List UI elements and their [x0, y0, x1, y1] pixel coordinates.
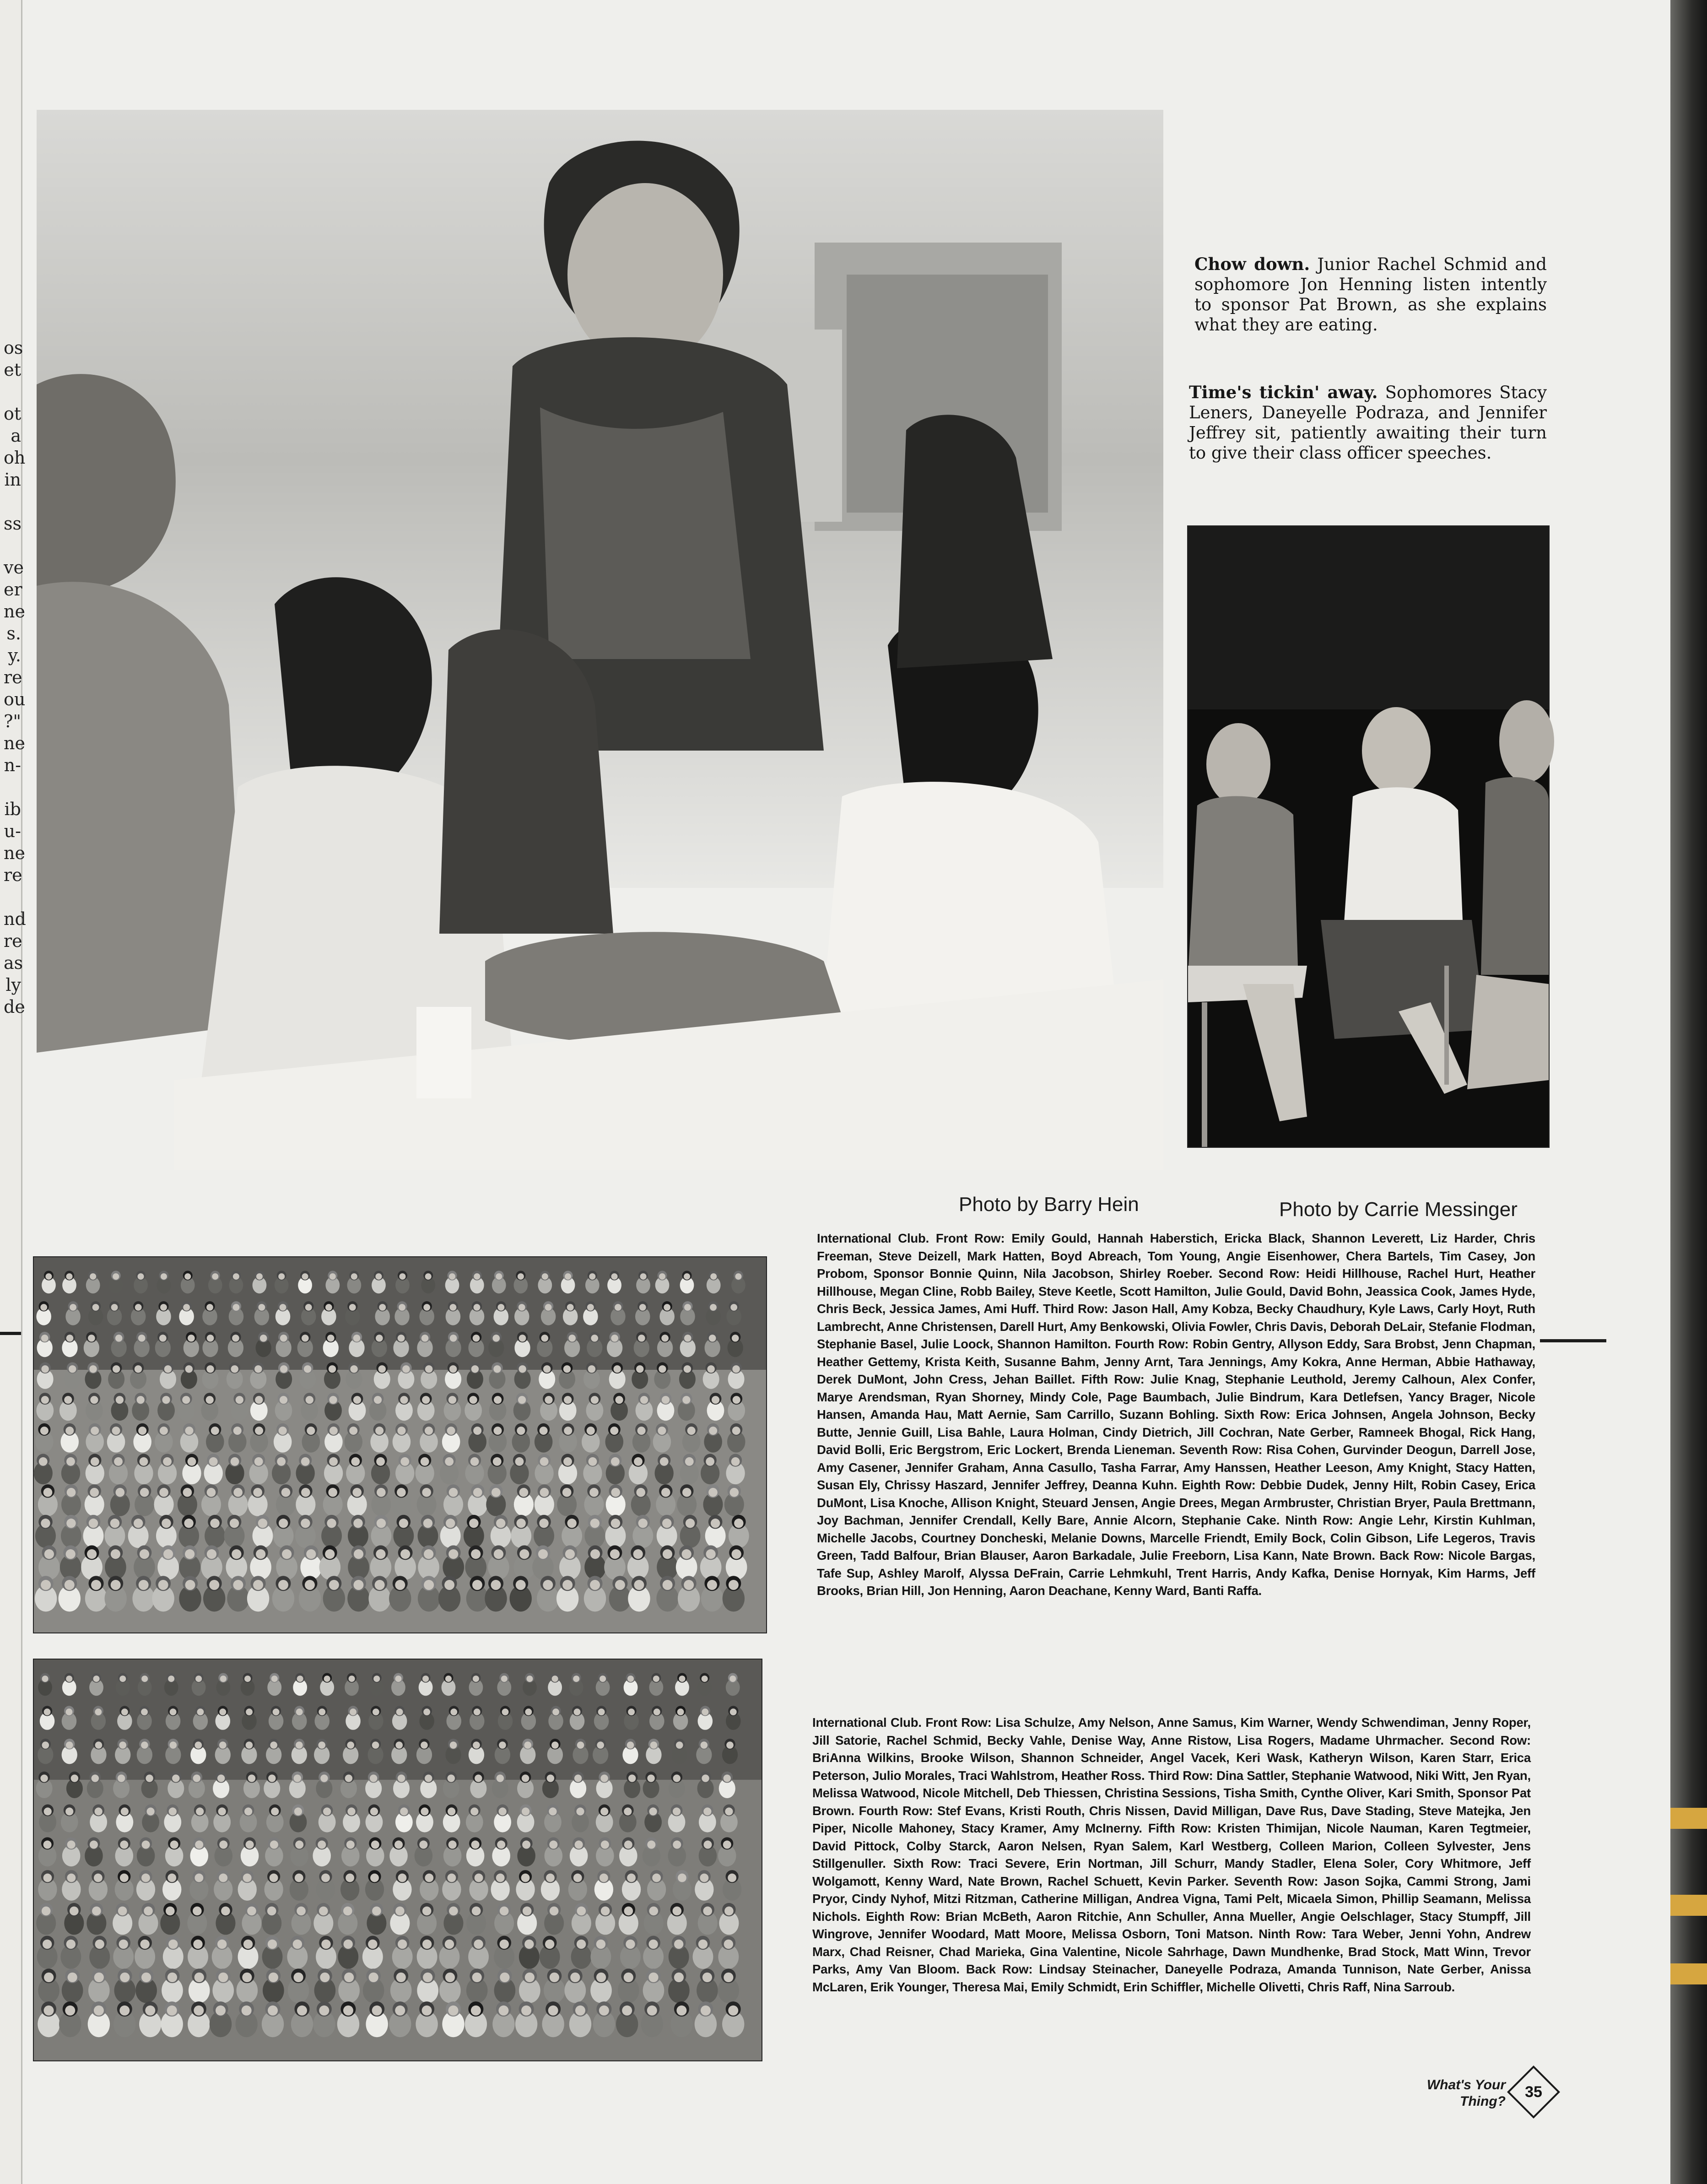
- roster-international-club-2: [812, 1714, 1531, 1996]
- spine-tab: [1670, 1895, 1707, 1916]
- photo-credit-barry-hein: Photo by Barry Hein: [959, 1193, 1139, 1216]
- roster-row-label: Front Row:: [925, 1715, 992, 1730]
- roster-row-names: Traci Severe, Erin Nortman, Jill Schurr, Mandy Stadler, Elena Soler, Cory Whitmore, Jeff Wolgamott, Kenny Ward, Nate Brown, Rachel Schuett, Kevin Parker.: [812, 1856, 1531, 1888]
- roster-row-names: Erica Johnsen, Angela Johnson, Becky Butte, Jennie Guill, Lisa Bahle, Laura Holman, Cindy Dietrich, Jill Cochran, Nate Gerber, Ramneek Bhogal, Rick Hang, David Bolli, Eric Bergstrom, Eric Lockert, Brenda Lieneman.: [817, 1407, 1535, 1457]
- page-number-diamond: [1507, 2065, 1560, 2119]
- roster-row-label: Seventh Row:: [1179, 1443, 1263, 1457]
- roster-row-names: Tara Weber, Jenni Yohn, Andrew Marx, Chad Reisner, Chad Marieka, Gina Valentine, Nicole Sahrhage, Dawn Mundhenke, Brad Stock, Matt Winn, Trevor Parks, Amy Van Bloom.: [812, 1927, 1531, 1976]
- caption-chow-down: [1194, 254, 1547, 335]
- left-text-fragment: re: [4, 865, 22, 885]
- left-text-fragment: ne: [4, 733, 25, 753]
- roster-row-names: Julie Knag, Stephanie Leuthold, Jeremy Calhoun, Alex Confer, Marye Arendsman, Ryan Shorney, Mindy Cole, Page Baumbach, Julie Bindrum, Kara Detlefsen, Yancy Brager, Nicole Hansen, Amanda Hau, Matt Aernie, Sam Carrillo, Suzann Bohling.: [817, 1372, 1535, 1422]
- folio-section-title: [1387, 2077, 1506, 2110]
- folio-line-2: Thing?: [1460, 2094, 1506, 2109]
- left-text-fragment: a: [11, 426, 21, 446]
- roster-club-title: International Club.: [817, 1231, 929, 1245]
- left-text-fragment: n-: [4, 755, 21, 775]
- roster-row-label: Eighth Row:: [1182, 1478, 1256, 1492]
- roster-row-names: Emily Gould, Hannah Haberstich, Ericka Black, Shannon Leverett, Liz Harder, Chris Freeman, Steve Deizell, Mark Hatten, Boyd Abreach, Tom Young, Angie Eisenhower, Chera Bartels, Tim Casey, Jon Probom, Sponsor Bonnie Quinn, Nila Jacobson, Shirley Roeber.: [817, 1231, 1535, 1281]
- left-text-fragment: re: [4, 931, 22, 951]
- left-text-fragment: ot: [4, 404, 22, 424]
- roster-row-names: Jason Hall, Amy Kobza, Becky Chaudhury, Kyle Laws, Carly Hoyt, Ruth Lambrecht, Anne Christensen, Darell Hurt, Amy Benkowski, Olivia Fowler, Chris Davis, Deborah DeLair, Stefanie Flodman, Stephanie Basel, Julie Loock, Shannon Hamilton.: [817, 1302, 1535, 1351]
- spine-tab: [1670, 1963, 1707, 1984]
- roster-row-names: Angie Lehr, Kirstin Kuhlman, Michelle Jacobs, Courtney Doncheski, Melanie Downs, Marcelle Friendt, Emily Bock, Colin Gibson, Life Legeros, Travis Green, Tadd Balfour, Brian Blauser, Aaron Barkadale, Julie Freeborn, Lisa Kann, Nate Brown.: [817, 1513, 1535, 1562]
- group-photo-international-club-2: [33, 1659, 762, 2061]
- roster-row-names: Kristen Thimijan, Nicole Nauman, Karen Tegtmeier, David Pittock, Colby Starck, Aaron Nelsen, Ryan Salem, Karl Westberg, Colleen Marion, Colleen Sylvester, Jens Stillgenuller.: [812, 1821, 1531, 1870]
- roster-row-label: Sixth Row:: [893, 1856, 962, 1870]
- left-text-fragment: s.: [6, 623, 21, 643]
- left-text-fragment: ve: [4, 557, 24, 578]
- left-text-fragment: ou: [4, 689, 26, 709]
- left-text-fragment: os: [4, 338, 23, 358]
- book-spine: [1670, 0, 1707, 2184]
- roster-row-names: Jason Sojka, Cammi Strong, Jami Pryor, Cindy Nyhof, Mitzi Ritzman, Catherine Milligan, Andrea Vigna, Tami Pelt, Micaela Simon, Phillip Seamann, Melissa Nichols.: [812, 1874, 1531, 1924]
- roster-row-label: Front Row:: [935, 1231, 1005, 1245]
- roster-row-label: Back Row:: [966, 1962, 1033, 1976]
- roster-row-label: Ninth Row:: [1259, 1927, 1326, 1941]
- roster-row-names: BriAnna Wilkins, Brooke Wilson, Shannon Schneider, Angel Vacek, Keri Wask, Katheryn Wilson, Karen Starr, Erica Peterson, Julio Morales, Traci Wahlstrom, Heather Ross.: [812, 1751, 1531, 1783]
- left-text-fragment: ?": [4, 711, 21, 731]
- folio-line-1: What's Your: [1426, 2077, 1506, 2092]
- left-text-fragment: ib: [4, 799, 21, 819]
- roster-row-names: Nicole Bargas, Tafe Sup, Ashley Marolf, Alyssa DeFrain, Carrie Lehmkuhl, Trent Harris, Andy Kafka, Denise Hornyak, Kim Harms, Jeff Brooks, Brian Hill, Jon Henning, Aaron Deachane, Kenny Ward, Banti Raffa.: [817, 1548, 1535, 1598]
- caption-text: Junior Rachel Schmid and sophomore Jon Henning listen intently to sponsor Pat Brown, as she explains what they are eating.: [1194, 254, 1547, 335]
- roster-row-names: Dina Sattler, Stephanie Watwood, Niki Witt, Jen Ryan, Melissa Watwood, Nicole Mitchell, Deb Thiessen, Christina Sessions, Tisha Smith, Cynthe Oliver, Kari Smith, Sponsor Pat Brown.: [812, 1768, 1531, 1818]
- caption-times-tickin: [1189, 382, 1547, 463]
- roster-row-names: Stef Evans, Kristi Routh, Chris Nissen, David Milligan, Dave Rus, Dave Stading, Steve Matejka, Jen Piper, Nicolle Mahoney, Stacy Kramer, Amy McInerny.: [812, 1803, 1531, 1835]
- roster-row-label: Seventh Row:: [1234, 1874, 1318, 1888]
- roster-row-label: Fifth Row:: [1081, 1372, 1145, 1386]
- page-number: 35: [1525, 2083, 1542, 2101]
- left-text-fragment: nd: [4, 909, 26, 929]
- roster-row-names: Lindsay Steinacher, Daneyelle Podraza, Amanda Tunnison, Nate Gerber, Anissa McLaren, Erik Younger, Theresa Mai, Emily Schmidt, Erin Schiffler, Michelle Olivetti, Chris Raff, Nina Sarroub.: [812, 1962, 1531, 1994]
- left-page-edge: [0, 0, 26, 2184]
- left-text-fragment: in: [4, 470, 21, 490]
- caption-text: Sophomores Stacy Leners, Daneyelle Podraza, and Jennifer Jeffrey sit, patiently awaiting their turn to give their class officer speeches.: [1189, 383, 1547, 463]
- roster-row-label: Eighth Row:: [866, 1909, 940, 1924]
- spine-tab: [1670, 1808, 1707, 1829]
- left-text-fragment: y.: [8, 645, 21, 665]
- roster-row-names: Robin Gentry, Allyson Eddy, Sara Brobst, Jenn Chapman, Heather Gettemy, Krista Keith, Susanne Bahm, Jenny Arnt, Tara Jennings, Amy Kokra, Anne Herman, Abbie Hathaway, Derek DuMont, John Cress, Jehan Baillet.: [817, 1337, 1535, 1386]
- roster-row-names: Brian McBeth, Aaron Ritchie, Ann Schuller, Anna Mueller, Angie Oelschlager, Stacy Stumpff, Jill Wingrove, Jennifer Woodard, Matt Moore, Melissa Osborn, Toni Matson.: [812, 1909, 1531, 1941]
- left-text-fragment: as: [4, 953, 23, 973]
- roster-row-names: Lisa Schulze, Amy Nelson, Anne Samus, Kim Warner, Wendy Schwendiman, Jenny Roper, Jill Satorie, Rachel Schmid, Becky Vahle, Denise Way, Anne Ristow, Lisa Rogers, Madame Uhrmacher.: [812, 1715, 1531, 1747]
- roster-row-label: Third Row:: [1043, 1302, 1108, 1316]
- roster-row-label: Fourth Row:: [859, 1803, 933, 1818]
- photo-credit-carrie-messinger: Photo by Carrie Messinger: [1279, 1198, 1518, 1221]
- main-photo-lunch: [37, 110, 1163, 1170]
- roster-row-label: Back Row:: [1379, 1548, 1444, 1562]
- left-text-fragment: ne: [4, 601, 25, 622]
- side-photo-sophomores: [1187, 525, 1550, 1148]
- left-text-fragment: ne: [4, 843, 25, 863]
- left-divider-line: [0, 1332, 21, 1335]
- divider-line: [1540, 1339, 1606, 1342]
- caption-lead: Chow down.: [1194, 254, 1310, 274]
- roster-row-label: Second Row:: [1218, 1266, 1300, 1281]
- roster-row-label: Fourth Row:: [1115, 1337, 1189, 1351]
- left-text-fragment: de: [4, 997, 25, 1017]
- roster-row-label: Second Row:: [1449, 1733, 1531, 1747]
- roster-club-title: International Club.: [812, 1715, 922, 1730]
- roster-row-names: Debbie Dudek, Jenny Hilt, Robin Casey, Erica DuMont, Lisa Knoche, Allison Knight, Steuard Jensen, Angie Drees, Megan Armbruster, Christian Bryer, Paula Brettmann, Joy Bachman, Jennifer Crendall, Kelly Bare, Annie Alcorn, Stephanie Cake.: [817, 1478, 1535, 1527]
- roster-row-names: Heidi Hillhouse, Rachel Hurt, Heather Hillhouse, Megan Cline, Robb Bailey, Steve Keetle, Scott Hamilton, Julie Gould, David Bohn, Jeassica Cook, James Hyde, Chris Beck, Jessica James, Ami Huff.: [817, 1266, 1535, 1316]
- roster-row-label: Fifth Row:: [1148, 1821, 1212, 1835]
- roster-row-label: Third Row:: [1148, 1768, 1213, 1783]
- left-text-fragment: ly: [5, 975, 21, 995]
- group-photo-international-club-1: [33, 1256, 767, 1633]
- caption-lead: Time's tickin' away.: [1189, 382, 1378, 402]
- left-text-fragment: et: [4, 360, 21, 380]
- roster-row-label: Ninth Row:: [1285, 1513, 1353, 1527]
- left-text-fragment: oh: [4, 448, 26, 468]
- left-text-fragment: re: [4, 667, 22, 687]
- left-text-fragment: er: [4, 579, 22, 600]
- left-text-fragment: u-: [4, 821, 21, 841]
- roster-row-label: Sixth Row:: [1224, 1407, 1291, 1422]
- roster-row-names: Risa Cohen, Gurvinder Deogun, Darrell Jose, Amy Casener, Jennifer Graham, Anna Casullo, Tasha Farrar, Amy Hanssen, Heather Leeson, Amy Knight, Stacy Hatten, Susan Ely, Chrissy Haszard, Jennifer Jeffrey, Deanna Kuhn.: [817, 1443, 1535, 1492]
- left-text-fragment: ss: [4, 514, 22, 534]
- roster-international-club-1: [817, 1230, 1535, 1600]
